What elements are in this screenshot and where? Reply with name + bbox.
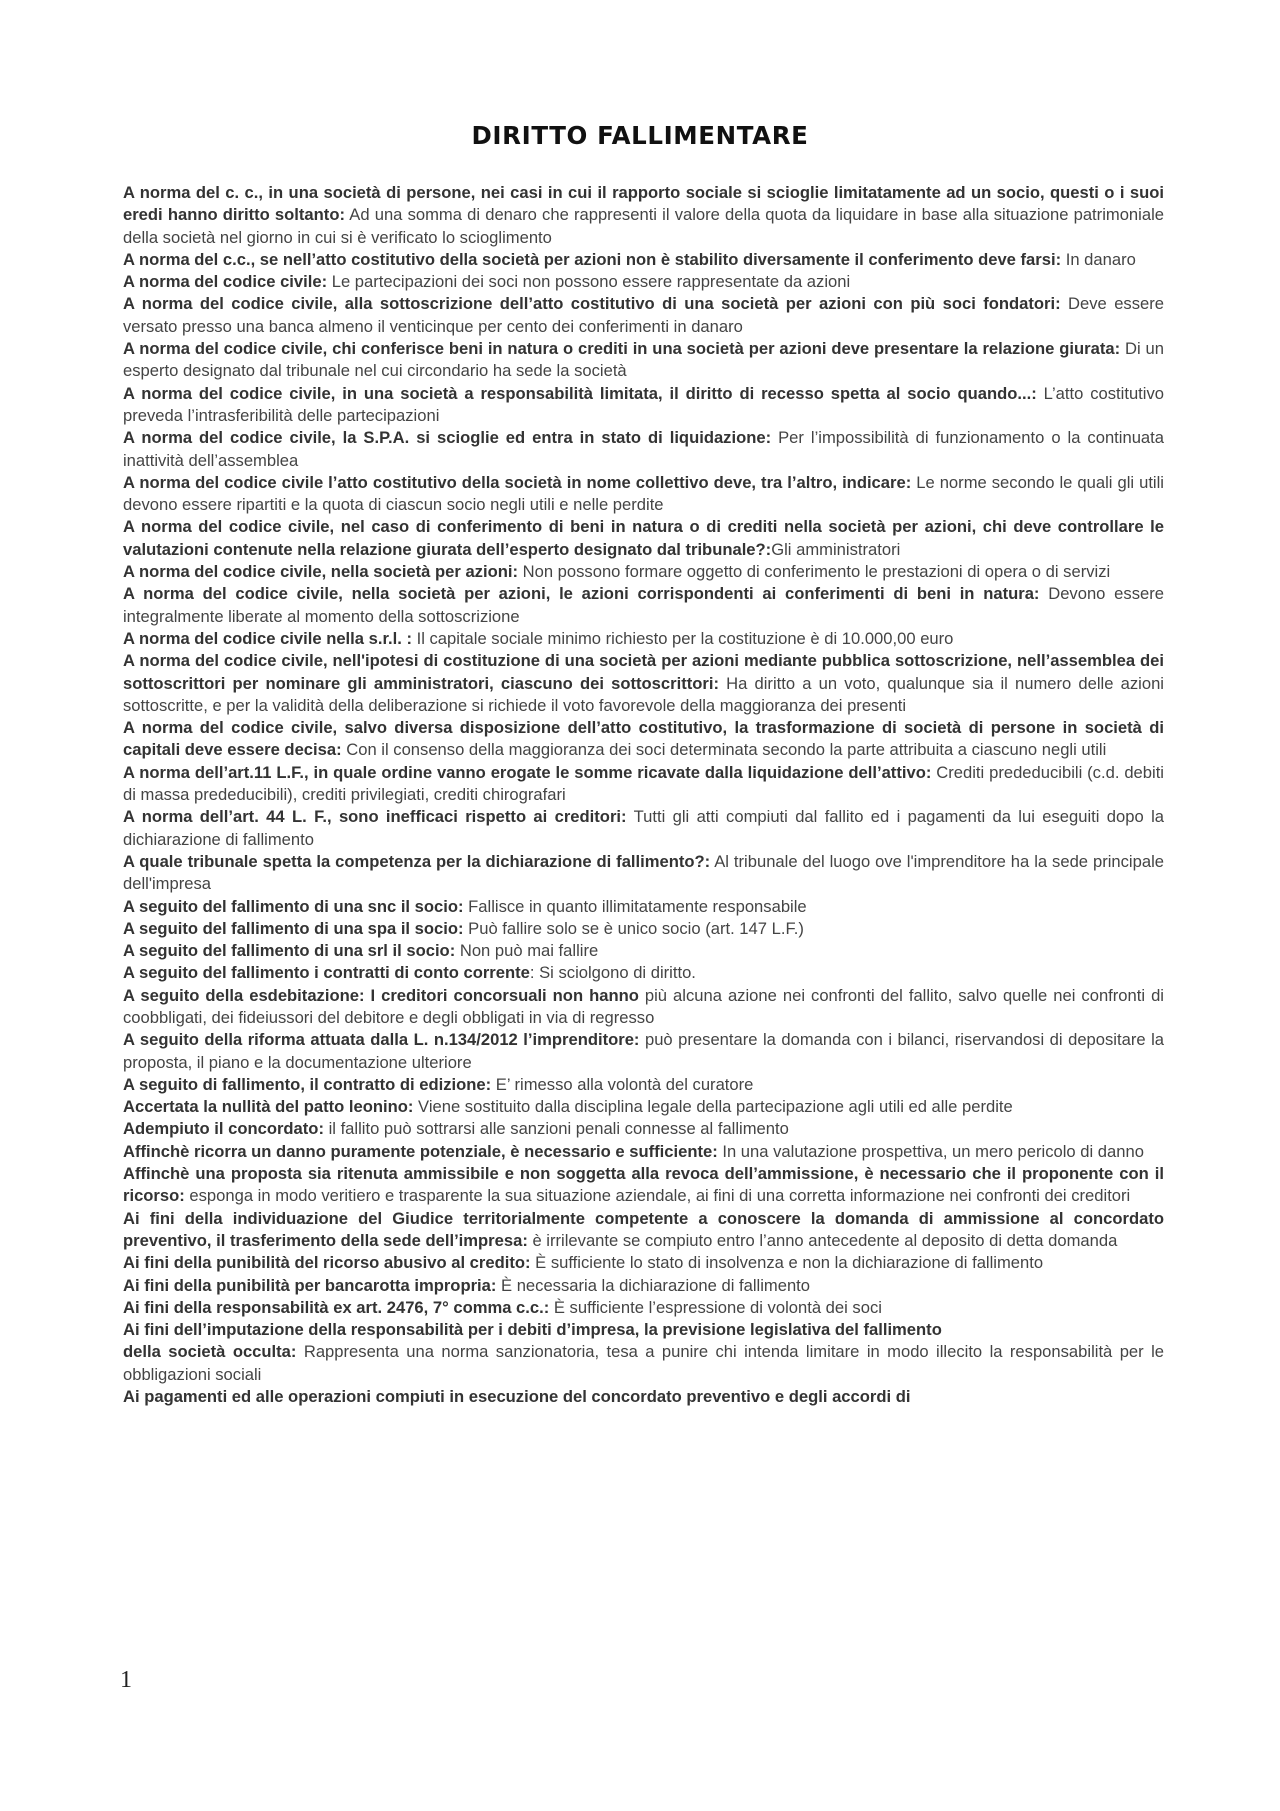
answer-text: Per l’impossibilità di funzionamento o la continuata inattività dell’assemblea (123, 428, 1164, 470)
question-text: A norma del c. c., in una società di persone, nei casi in cui il rapporto sociale si scioglie limitatamente ad un socio, questi o i suoi eredi hanno diritto soltanto: (123, 183, 1164, 225)
question-text: della società occulta: (123, 1342, 297, 1362)
answer-text: È necessaria la dichiarazione di fallimento (496, 1275, 811, 1295)
answer-text: Devono essere integralmente liberate al momento della sottoscrizione (123, 584, 1164, 626)
question-text: A seguito della riforma attuata dalla L. n.134/2012 l’imprenditore: (123, 1030, 640, 1050)
answer-text: In danaro (1061, 249, 1136, 269)
question-text: A seguito del fallimento i contratti di conto corrente (123, 963, 530, 983)
qa-entry (123, 293, 1164, 338)
answer-text: più alcuna azione nei confronti del fallito, salvo quelle nei confronti di coobbligati, dei fideiussori del debitore e degli obbligati in via di regresso (123, 985, 1164, 1027)
qa-entry (123, 851, 1164, 896)
question-text: A norma del codice civile, alla sottoscrizione dell’atto costitutivo di una società per azioni con più soci fondatori: (123, 294, 1061, 314)
qa-entry (123, 1141, 1164, 1163)
question-text: A norma del c.c., se nell’atto costitutivo della società per azioni non è stabilito diversamente il conferimento deve farsi: (123, 249, 1062, 269)
answer-text: Di un esperto designato dal tribunale nel cui circondario ha sede la società (123, 339, 1164, 381)
question-text: Ai fini della punibilità del ricorso abusivo al credito: (123, 1253, 531, 1273)
question-text: A norma del codice civile, chi conferisce beni in natura o crediti in una società per azioni deve presentare la relazione giurata: (123, 339, 1121, 359)
qa-entry (123, 650, 1164, 717)
page-number: 1 (120, 1667, 132, 1693)
question-text: A norma del codice civile, salvo diversa disposizione dell’atto costitutivo, la trasformazione di società di persone in società di capitali deve essere decisa: (123, 718, 1164, 760)
answer-text: : Si sciolgono di diritto. (529, 963, 696, 983)
question-text: A norma del codice civile, nella società per azioni, le azioni corrispondenti ai conferimenti di beni in natura: (123, 584, 1040, 604)
qa-entry (123, 918, 1164, 940)
qa-entry (123, 583, 1164, 628)
qa-entry (123, 516, 1164, 561)
document-title: DIRITTO FALLIMENTARE (471, 121, 809, 150)
qa-entry (123, 1074, 1164, 1096)
question-text: Accertata la nullità del patto leonino: (123, 1097, 414, 1117)
answer-text: Le norme secondo le quali gli utili devono essere ripartiti e la quota di ciascun socio negli utili e nelle perdite (123, 472, 1164, 515)
answer-text: il fallito può sottrarsi alle sanzioni penali connesse al fallimento (323, 1119, 789, 1139)
answer-text: Viene sostituito dalla disciplina legale della partecipazione agli utili ed alle perdite (413, 1097, 1013, 1117)
question-text: A norma del codice civile l’atto costitutivo della società in nome collettivo deve, tra l’altro, indicare: (123, 472, 912, 492)
qa-entry (123, 1275, 1164, 1297)
question-text: Affinchè una proposta sia ritenuta ammissibile e non soggetta alla revoca dell’ammissione, è necessario che il proponente con il ricorso: (123, 1164, 1164, 1206)
qa-entry (123, 962, 1164, 984)
qa-entry (123, 472, 1164, 517)
qa-entry (123, 985, 1164, 1030)
answer-text: L’atto costitutivo preveda l’intrasferibilità delle partecipazioni (123, 383, 1164, 425)
qa-entry (123, 1386, 1164, 1408)
qa-entry (123, 249, 1164, 271)
qa-entry (123, 806, 1164, 851)
question-text: A norma dell’art.11 L.F., in quale ordine vanno erogate le somme ricavate dalla liquidazione dell’attivo: (123, 762, 932, 782)
question-text: A seguito del fallimento di una snc il socio: (123, 896, 464, 916)
question-text: Ai fini della responsabilità ex art. 2476, 7° comma c.c.: (123, 1297, 550, 1317)
question-text: Ai pagamenti ed alle operazioni compiuti in esecuzione del concordato preventivo e degli accordi di (123, 1387, 911, 1407)
qa-entry (123, 1208, 1164, 1253)
qa-entry (123, 1096, 1164, 1118)
answer-text: Gli amministratori (771, 539, 901, 559)
question-text: A seguito del fallimento di una spa il socio: (123, 918, 464, 938)
question-text: A norma del codice civile, la S.P.A. si scioglie ed entra in stato di liquidazione: (123, 428, 772, 448)
qa-entry (123, 940, 1164, 962)
answer-text: Con il consenso della maggioranza dei soci determinata secondo la parte attribuita a ciascuno negli utili (341, 740, 1107, 760)
answer-text: Rappresenta una norma sanzionatoria, tesa a punire chi intenda limitare in modo illecito la responsabilità per le obbligazioni sociali (123, 1342, 1164, 1384)
qa-entry (123, 427, 1164, 472)
document-body (123, 182, 1164, 1408)
question-text: A norma del codice civile, nel caso di conferimento di beni in natura o di crediti nella società per azioni, chi deve controllare le valutazioni contenute nella relazione giurata dell’esperto designato dal tribunale?: (123, 517, 1164, 559)
question-text: Ai fini dell’imputazione della responsabilità per i debiti d’impresa, la previsione legislativa del fallimento (123, 1320, 942, 1340)
qa-entry (123, 717, 1164, 762)
answer-text: È sufficiente l’espressione di volontà dei soci (549, 1297, 882, 1317)
question-text: A norma del codice civile, nella società per azioni: (123, 562, 519, 582)
qa-entry (123, 271, 1164, 293)
answer-text: E’ rimesso alla volontà del curatore (491, 1074, 754, 1094)
answer-text: è irrilevante se compiuto entro l’anno antecedente al deposito di detta domanda (527, 1230, 1118, 1250)
answer-text: Fallisce in quanto illimitatamente responsabile (463, 896, 807, 916)
qa-entry (123, 628, 1164, 650)
answer-text: Non può mai fallire (455, 941, 599, 961)
question-text: A seguito della esdebitazione: I creditori concorsuali non hanno (123, 985, 639, 1005)
qa-entry (123, 896, 1164, 918)
question-text: A seguito di fallimento, il contratto di edizione: (123, 1074, 492, 1094)
question-text: A seguito del fallimento di una srl il socio: (123, 941, 456, 961)
question-text: A norma del codice civile, in una società a responsabilità limitata, il diritto di recesso spetta al socio quando...: (123, 383, 1037, 403)
question-text: A norma del codice civile: (123, 272, 328, 292)
qa-entry (123, 1118, 1164, 1140)
answer-text: Ad una somma di denaro che rappresenti il valore della quota da liquidare in base alla situazione patrimoniale della società nel giorno in cui si è verificato lo scioglimento (123, 205, 1164, 247)
qa-entry (123, 383, 1164, 428)
question-text: Affinchè ricorra un danno puramente potenziale, è necessario e sufficiente: (123, 1141, 718, 1161)
qa-entry (123, 1252, 1164, 1274)
answer-text: Deve essere versato presso una banca almeno il venticinque per cento dei conferimenti in danaro (123, 294, 1165, 336)
answer-text: In una valutazione prospettiva, un mero pericolo di danno (717, 1141, 1144, 1161)
qa-entry (123, 182, 1164, 249)
question-text: Ai fini della punibilità per bancarotta impropria: (123, 1275, 497, 1295)
answer-text: Non possono formare oggetto di conferimento le prestazioni di opera o di servizi (518, 562, 1111, 582)
qa-entry (123, 561, 1164, 583)
qa-entry (123, 1341, 1164, 1386)
answer-text: Può fallire solo se è unico socio (art. 147 L.F.) (463, 918, 804, 938)
answer-text: Crediti prededucibili (c.d. debiti di massa prededucibili), crediti privilegiati, crediti chirografari (123, 762, 1164, 805)
answer-text: esponga in modo veritiero e trasparente la sua situazione aziendale, ai fini di una corretta informazione nei confronti dei creditori (184, 1186, 1131, 1206)
answer-text: Il capitale sociale minimo richiesto per la costituzione è di 10.000,00 euro (411, 628, 954, 648)
qa-entry (123, 338, 1164, 383)
qa-entry (123, 762, 1164, 807)
qa-entry (123, 1297, 1164, 1319)
answer-text: È sufficiente lo stato di insolvenza e non la dichiarazione di fallimento (530, 1253, 1044, 1273)
answer-text: Le partecipazioni dei soci non possono essere rappresentate da azioni (327, 272, 851, 292)
qa-entry (123, 1319, 1164, 1341)
question-text: Adempiuto il concordato: (123, 1119, 324, 1139)
qa-entry (123, 1029, 1164, 1074)
question-text: A quale tribunale spetta la competenza per la dichiarazione di fallimento?: (123, 851, 711, 871)
answer-text: Tutti gli atti compiuti dal fallito ed i pagamenti da lui eseguiti dopo la dichiarazione di fallimento (123, 807, 1164, 849)
qa-entry (123, 1163, 1164, 1208)
answer-text: Ha diritto a un voto, qualunque sia il numero delle azioni sottoscritte, e per la validità della deliberazione si richiede il voto favorevole della maggioranza dei presenti (123, 673, 1164, 715)
question-text: A norma del codice civile nella s.r.l. : (123, 628, 412, 648)
question-text: A norma dell’art. 44 L. F., sono inefficaci rispetto ai creditori: (123, 807, 627, 827)
question-text: Ai fini della individuazione del Giudice territorialmente competente a conoscere la domanda di ammissione al concordato preventivo, il trasferimento della sede dell’impresa: (123, 1208, 1164, 1250)
answer-text: Al tribunale del luogo ove l'imprenditore ha la sede principale dell'impresa (123, 851, 1164, 894)
question-text: A norma del codice civile, nell'ipotesi di costituzione di una società per azioni mediante pubblica sottoscrizione, nell’assemblea dei sottoscrittori per nominare gli amministratori, ciascuno dei sottoscrittori: (123, 651, 1164, 693)
answer-text: può presentare la domanda con i bilanci, riservandosi di depositare la proposta, il piano e la documentazione ulteriore (123, 1030, 1164, 1072)
